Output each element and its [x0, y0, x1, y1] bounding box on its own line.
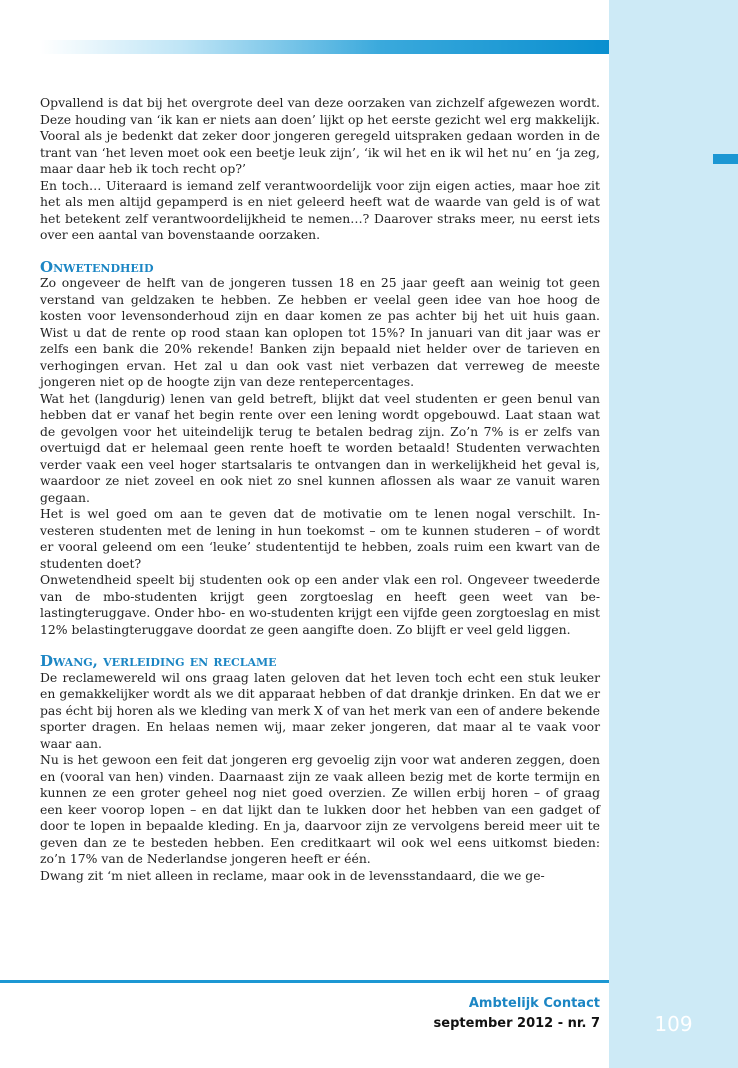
paragraph: En toch… Uiteraard is iemand zelf verantwoordelijk voor zijn eigen acties, maar hoe zit het als men altijd gepamperd is en niet geleerd heeft wat de waarde van geld is of wat het betekent zelf verantwoordelijkheid te nemen…? Daarover straks meer, nu eerst iets over een aantal van bovenstaande oorzaken.	[40, 177, 600, 242]
publication-name: Ambtelijk Contact	[468, 996, 600, 1011]
paragraph: Zo ongeveer de helft van de jongeren tussen 18 en 25 jaar geeft aan weinig tot geen verstand van geldzaken te hebben. Ze hebben er veelal geen idee van hoe hoog de kosten voor levensonderhoud zijn en daar komen ze pas achter bij het uit huis gaan. Wist u dat de rente op rood staan kan oplopen tot 15%? In januari van dit jaar was er zelfs een bank die 20% rekende! Banken zijn bepaald niet helder over de tarieven en verhogingen ervan. Het zal u dan ook vast niet verbazen dat verreweg de meeste jongeren niet op de hoogte zijn van deze rentepercentages.	[40, 275, 600, 389]
top-gradient-bar	[40, 40, 609, 54]
paragraph: Opvallend is dat bij het overgrote deel van deze oorzaken van zichzelf afgewezen wordt. Deze houding van ‘ik kan er niets aan doen’ lijkt op het eerste gezicht wel erg makkelijk. Vooral als je bedenkt dat zeker door jongeren geregeld uitspraken gedaan worden in de trant van ‘het leven moet ook een beetje leuk zijn’, ‘ik wil het en ik wil het nu’ en ‘ja zeg, maar daar heb ik toch recht op?’	[40, 95, 600, 176]
paragraph: Onwetendheid speelt bij studenten ook op een ander vlak een rol. Ongeveer tweederde van de mbo-studenten krijgt geen zorgtoeslag en heeft geen weet van belastingteruggave. Onder hbo- en wo-studenten krijgt een vijfde geen zorgtoeslag en mist 12% belastingteruggave doordat ze geen aangifte doen. Zo blijft er veel geld liggen.	[40, 572, 600, 637]
paragraph: Het is wel goed om aan te geven dat de motivatie om te lenen nogal verschilt. Investeren studenten met de lening in hun toekomst – om te kunnen studeren – of wordt er vooral geleend om een ‘leuke’ studententijd te hebben, zoals ruim een kwart van de studenten doet?	[40, 506, 600, 571]
paragraph: Wat het (langdurig) lenen van geld betreft, blijkt dat veel studenten er geen benul van hebben dat er vanaf het begin rente over een lening wordt opgebouwd. Laat staan wat de gevolgen voor het uiteindelijk terug te betalen bedrag zijn. Zo’n 7% is er zelfs van overtuigd dat er helemaal geen rente hoeft te worden betaald! Studenten verwachten verder vaak een veel hoger startsalaris te ontvangen dan in werkelijkheid het geval is, waardoor ze niet zoveel en ook niet zo snel kunnen aflossen als waar ze vanuit waren gegaan.	[40, 390, 600, 505]
issue-label: september 2012 - nr. 7	[433, 1016, 600, 1031]
section-heading-dwang: Dwang, verleiding en reclame	[40, 652, 277, 670]
paragraph: De reclamewereld wil ons graag laten geloven dat het leven toch echt een stuk leuker en gemakkelijker wordt als we dit apparaat hebben of dat drankje drinken. En dat we er pas écht bij horen als we kleding van merk X of van het merk van een of andere bekende sporter dragen. En helaas nemen wij, maar zeker jongeren, dat maar al te vaak voor waar aan.	[40, 669, 600, 751]
page-number: 109	[654, 1012, 693, 1036]
paragraph: Nu is het gewoon een feit dat jongeren erg gevoelig zijn voor wat anderen zeggen, doen en (vooral van hen) vinden. Daarnaast zijn ze vaak alleen bezig met de korte termijn en kunnen ze een groter geheel nog niet goed overzien. Ze willen erbij horen – of graag een keer voorop lopen – en dat lijkt dan te lukken door het hebben van een gadget of door te lopen in bepaalde kleding. En ja, daarvoor zijn ze vervolgens bereid meer uit te geven dan ze te besteden hebben. Een creditkaart wil ook wel eens uitkomst bieden: zo’n 17% van de Nederlandse jongeren heeft er één.	[40, 752, 600, 866]
section-heading-onwetendheid: Onwetendheid	[40, 257, 154, 276]
article-body	[40, 95, 600, 884]
footer-rule	[0, 980, 609, 983]
side-marker	[713, 154, 738, 164]
paragraph: Dwang zit ‘m niet alleen in reclame, maar ook in de levensstandaard, die we ge-	[40, 867, 545, 883]
